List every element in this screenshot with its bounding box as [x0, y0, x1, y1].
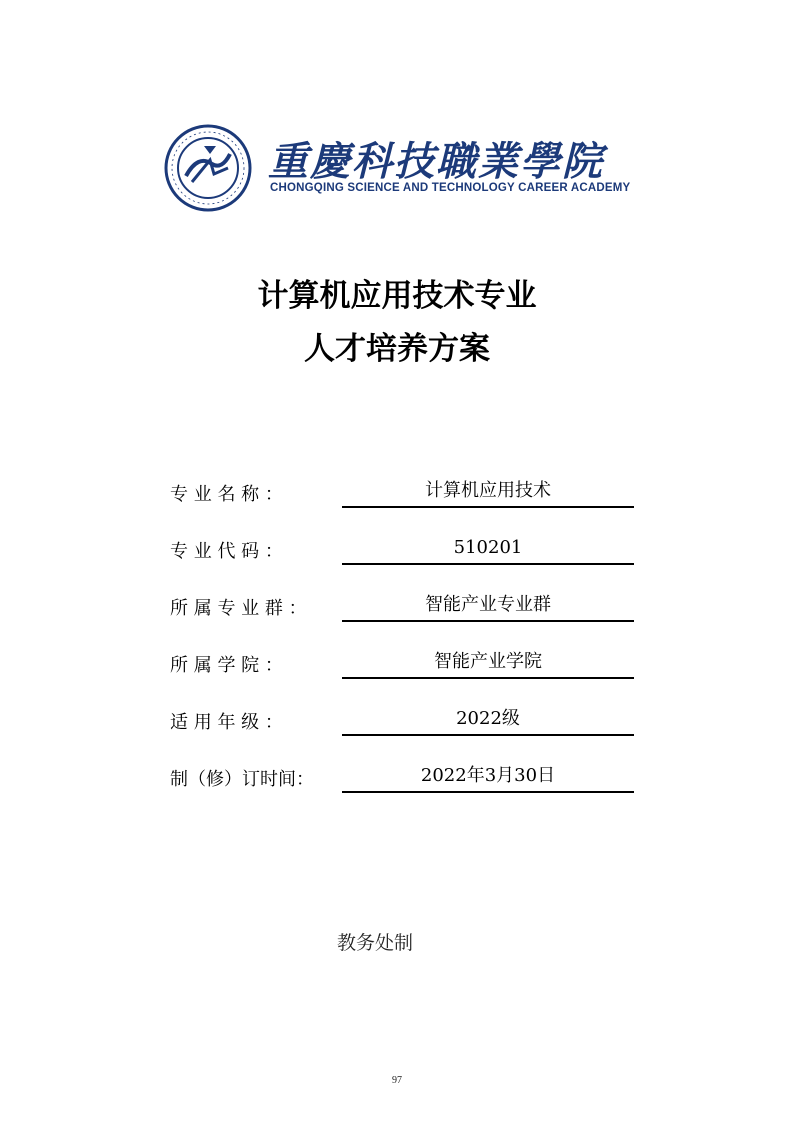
school-seal-logo	[164, 124, 252, 212]
school-name-english: CHONGQING SCIENCE AND TECHNOLOGY CAREER ACADEMY	[270, 182, 631, 194]
field-value: 智能产业学院	[342, 649, 634, 679]
school-name-chinese: 重慶科技職業學院	[268, 138, 604, 185]
field-value: 510201	[342, 535, 634, 565]
field-row-major-code	[170, 535, 640, 565]
page-number: 97	[392, 1075, 402, 1086]
field-value: 2022级	[342, 706, 634, 736]
field-label: 所 属 学 院 ：	[170, 655, 283, 676]
field-row-grade	[170, 706, 640, 736]
field-value: 计算机应用技术	[342, 478, 634, 508]
field-label: 专 业 代 码 ：	[170, 541, 283, 562]
field-value: 2022年3月30日	[342, 763, 634, 793]
field-label: 制（修）订时间：	[170, 769, 314, 790]
field-row-major-name	[170, 478, 640, 508]
field-label: 适 用 年 级 ：	[170, 712, 283, 733]
field-label: 专 业 名 称 ：	[170, 484, 283, 505]
field-label: 所 属 专 业 群 ：	[170, 598, 307, 619]
document-title-line2: 人才培养方案	[304, 331, 490, 367]
field-value: 智能产业专业群	[342, 592, 634, 622]
document-title-line1: 计算机应用技术专业	[257, 278, 537, 314]
school-header	[164, 120, 634, 210]
issuer-text: 教务处制	[336, 932, 413, 954]
field-row-major-group	[170, 592, 640, 622]
field-row-college	[170, 649, 640, 679]
field-row-revision-date	[170, 763, 640, 793]
